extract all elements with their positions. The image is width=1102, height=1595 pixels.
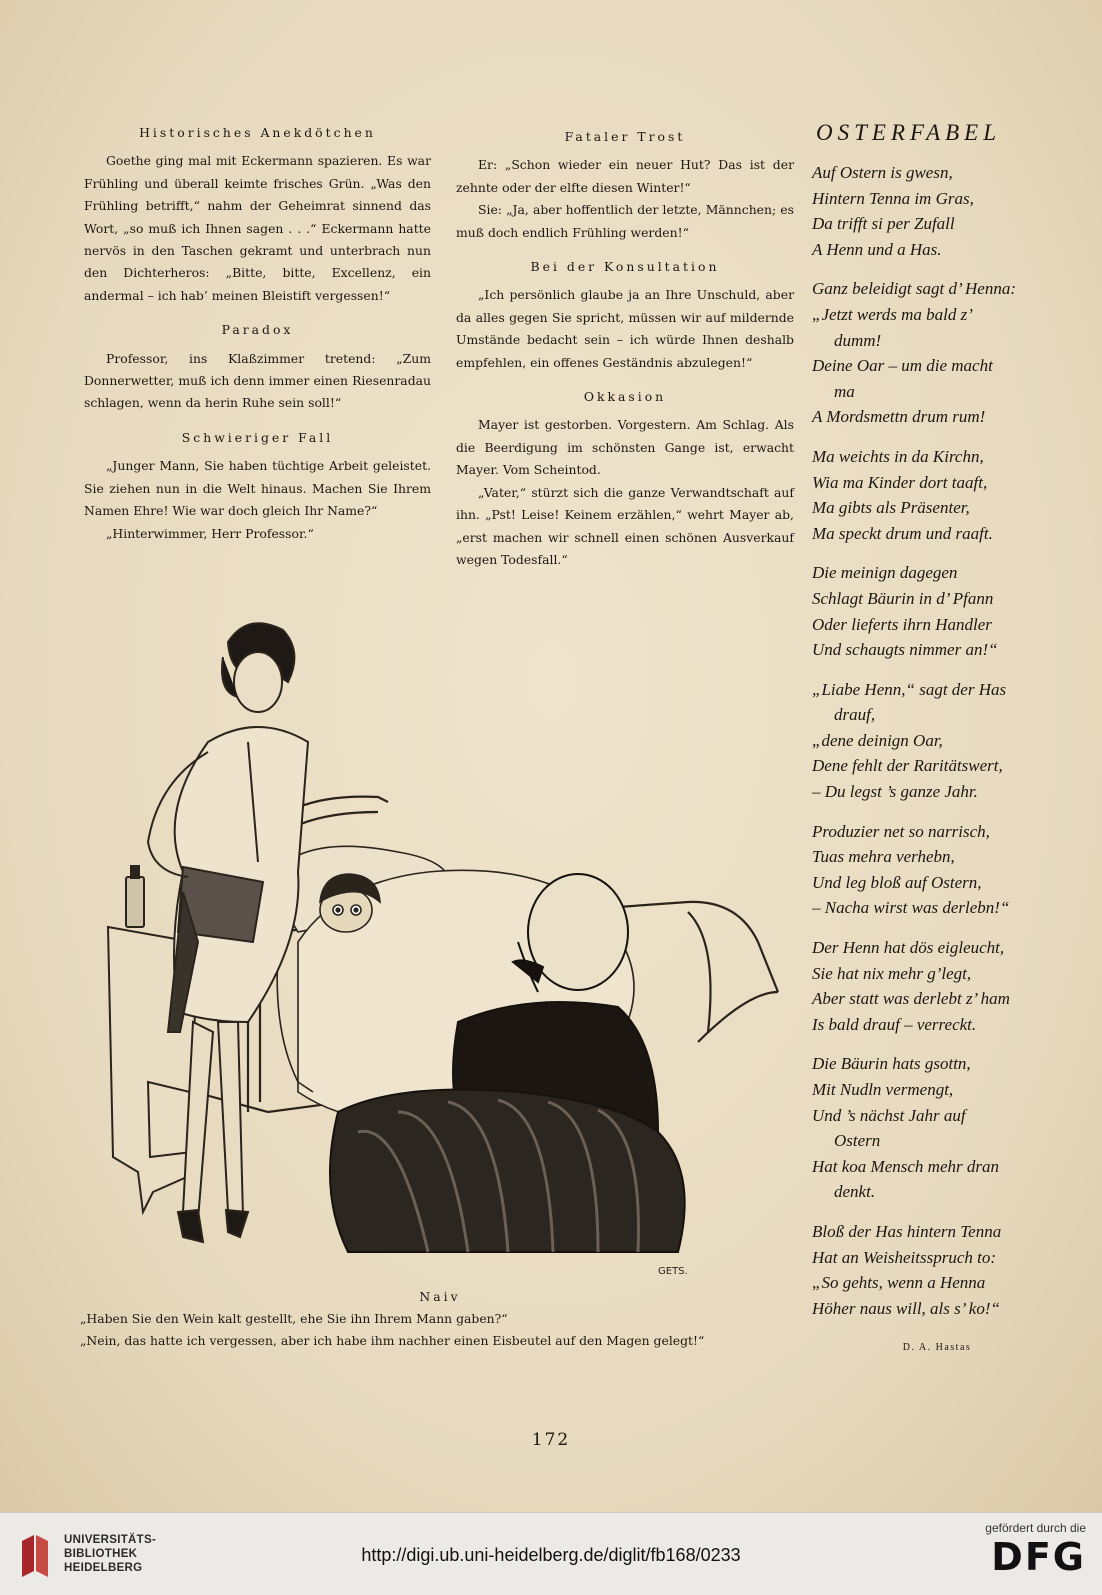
poem-stanza (812, 444, 1062, 546)
section-title-okkasion: Okkasion (583, 389, 667, 405)
poem-line: Ma weichts in da Kirchn, (812, 446, 984, 466)
illustration-caption (80, 1286, 800, 1352)
section-title-anekdoetchen: Historisches Anekdötchen (139, 125, 376, 140)
poem-line: Hat koa Mensch mehr dran (812, 1156, 999, 1176)
left-text-column (84, 122, 431, 545)
illustration-signature: GETS. (658, 1266, 688, 1277)
poem-title: OSTERFABEL (816, 120, 1002, 145)
poem-stanza (812, 935, 1062, 1037)
poem-line: Der Henn hat dös eigleucht, (812, 938, 1005, 958)
sponsor-label: gefördert durch die (985, 1521, 1086, 1535)
poem-line: Dene fehlt der Raritätswert, (812, 756, 1003, 776)
poem-line: Bloß der Has hintern Tenna (812, 1221, 1002, 1241)
section-text-paradox: Professor, ins Klaßzimmer tretend: „Zum Donnerwetter, muß ich denn immer einen Riesenradau schlagen, wenn da herin Ruhe sein soll!“ (84, 350, 431, 411)
poem-line: Wia ma Kinder dort taaft, (812, 472, 988, 492)
poem-osterfabel (812, 118, 1062, 1361)
poem-line: Schlagt Bäurin in d’ Pfann (812, 588, 994, 608)
poem-line: Ma speckt drum und raaft. (812, 523, 993, 543)
poem-line: – Du legst ’s ganze Jahr. (812, 782, 978, 802)
section-text-schwieriger-fall-2: „Hinterwimmer, Herr Professor.“ (106, 525, 314, 541)
section-text-okkasion-2: „Vater,“ stürzt sich die ganze Verwandtschaft auf ihn. „Pst! Leise! Keinem erzählen,“ wehrt Mayer ab, „erst machen wir schnell einen schönen Ausverkauf wegen Todesfall.“ (456, 484, 794, 567)
poem-line: denkt. (834, 1182, 876, 1202)
poem-line: Und ’s nächst Jahr auf (812, 1105, 966, 1125)
page-number: 172 (531, 1430, 571, 1450)
poem-line: Ganz beleidigt sagt d’ Henna: (812, 279, 1016, 299)
poem-line: Sie hat nix mehr g’legt, (812, 963, 972, 983)
poem-stanza (812, 160, 1062, 262)
poem-line: „So gehts, wenn a Henna (812, 1273, 986, 1293)
library-name-line: HEIDELBERG (64, 1562, 143, 1574)
poem-stanza (812, 1051, 1062, 1205)
poem-stanza (812, 560, 1062, 662)
poem-line: Ma gibts als Präsenter, (812, 498, 970, 518)
caption-line-2: „Nein, das hatte ich vergessen, aber ich habe ihm nachher einen Eisbeutel auf den Magen gelegt!“ (80, 1333, 705, 1348)
poem-line: – Nacha wirst was derlebn!“ (812, 898, 1010, 918)
poem-line: Is bald drauf – verreckt. (812, 1014, 977, 1034)
poem-stanza (812, 276, 1062, 430)
section-text-fataler-trost-1: Er: „Schon wieder ein neuer Hut? Das ist der zehnte oder der elfte diesen Winter!“ (456, 157, 794, 195)
poem-line: Deine Oar – um die macht (812, 356, 993, 376)
section-text-anekdoetchen: Goethe ging mal mit Eckermann spazieren. Es war Frühling und überall keimte frisches Grün. „Was den Frühling betrifft,“ nahm der Geheimrat sinnend das Wort, „so muß ich Ihnen sagen . . .“ Eckermann hatte nervös in den Taschen gekramt und unterbrach nun den Dichterheros: „Bitte, bitte, Excellenz, ein andermal – ich hab’ meinen Bleistift vergessen!“ (84, 153, 431, 303)
dfg-logo: DFG (991, 1535, 1086, 1579)
library-name-line: UNIVERSITÄTS- (64, 1534, 157, 1546)
poem-line: Aber statt was derlebt z’ ham (812, 989, 1010, 1009)
viewer-footer (0, 1512, 1102, 1595)
poem-line: ma (834, 381, 855, 401)
section-title-schwieriger-fall: Schwieriger Fall (181, 429, 334, 445)
caption-line-1: „Haben Sie den Wein kalt gestellt, ehe Sie ihn Ihrem Mann gaben?“ (80, 1311, 508, 1326)
poem-line: Da trifft si per Zufall (812, 214, 955, 234)
section-title-konsultation: Bei der Konsultation (530, 259, 720, 275)
sponsor-block[interactable] (946, 1521, 1086, 1579)
section-text-konsultation: „Ich persönlich glaube ja an Ihre Unschuld, aber da alles gegen Sie spricht, müssen wir auf mildernde Umstände bedacht sein – ich würde Ihnen deshalb empfehlen, ein offenes Geständnis abzulegen!“ (456, 287, 794, 370)
permalink-url[interactable]: http://digi.ub.uni-heidelberg.de/diglit/fb168/0233 (361, 1545, 741, 1565)
poem-stanza (812, 819, 1062, 921)
poem-line: Hat an Weisheitsspruch to: (812, 1247, 997, 1267)
poem-line: Oder lieferts ihrn Handler (812, 614, 992, 634)
poem-line: A Henn und a Has. (812, 239, 942, 259)
poem-line: Hintern Tenna im Gras, (812, 188, 974, 208)
section-text-okkasion-1: Mayer ist gestorben. Vorgestern. Am Schlag. Als die Beerdigung im schönsten Gange ist, erwacht Mayer. Vom Scheintod. (456, 417, 794, 478)
poem-line: „dene deinign Oar, (812, 730, 943, 750)
poem-line: Höher naus will, als s’ ko!“ (812, 1298, 1000, 1318)
poem-line: Ostern (834, 1131, 881, 1151)
poem-line: Und schaugts nimmer an!“ (812, 640, 998, 660)
poem-line: „Jetzt werds ma bald z’ (812, 304, 973, 324)
poem-author: D. A. Hastas (902, 1342, 972, 1354)
poem-line: dumm! (834, 330, 882, 350)
poem-line: A Mordsmettn drum rum! (812, 407, 986, 427)
poem-line: Die Bäurin hats gsottn, (812, 1054, 971, 1074)
illustration-sickbed-scene (98, 612, 798, 1292)
poem-line: „Liabe Henn,“ sagt der Has (812, 679, 1007, 699)
middle-text-column (456, 126, 794, 571)
poem-line: Auf Ostern is gwesn, (812, 163, 953, 182)
section-title-fataler-trost: Fataler Trost (564, 129, 686, 144)
section-text-schwieriger-fall-1: „Junger Mann, Sie haben tüchtige Arbeit geleistet. Sie ziehen nun in die Welt hinaus. Machen Sie Ihrem Namen Ehre! Wie war doch gleich Ihr Name?“ (84, 458, 431, 519)
library-name-line: BIBLIOTHEK (64, 1548, 138, 1560)
poem-line: Tuas mehra verhebn, (812, 847, 955, 867)
poem-line: Produzier net so narrisch, (812, 821, 990, 841)
poem-line: Und leg bloß auf Ostern, (812, 872, 982, 892)
caption-title: Naiv (419, 1289, 461, 1304)
section-title-paradox: Paradox (221, 322, 294, 338)
poem-line: drauf, (834, 705, 876, 725)
poem-line: Die meinign dagegen (812, 563, 958, 583)
section-text-fataler-trost-2: Sie: „Ja, aber hoffentlich der letzte, Männchen; es muß doch endlich Frühling werden!“ (456, 202, 794, 240)
poem-stanza (812, 677, 1062, 805)
poem-line: Mit Nudln vermengt, (812, 1080, 954, 1099)
poem-stanza (812, 1219, 1062, 1321)
